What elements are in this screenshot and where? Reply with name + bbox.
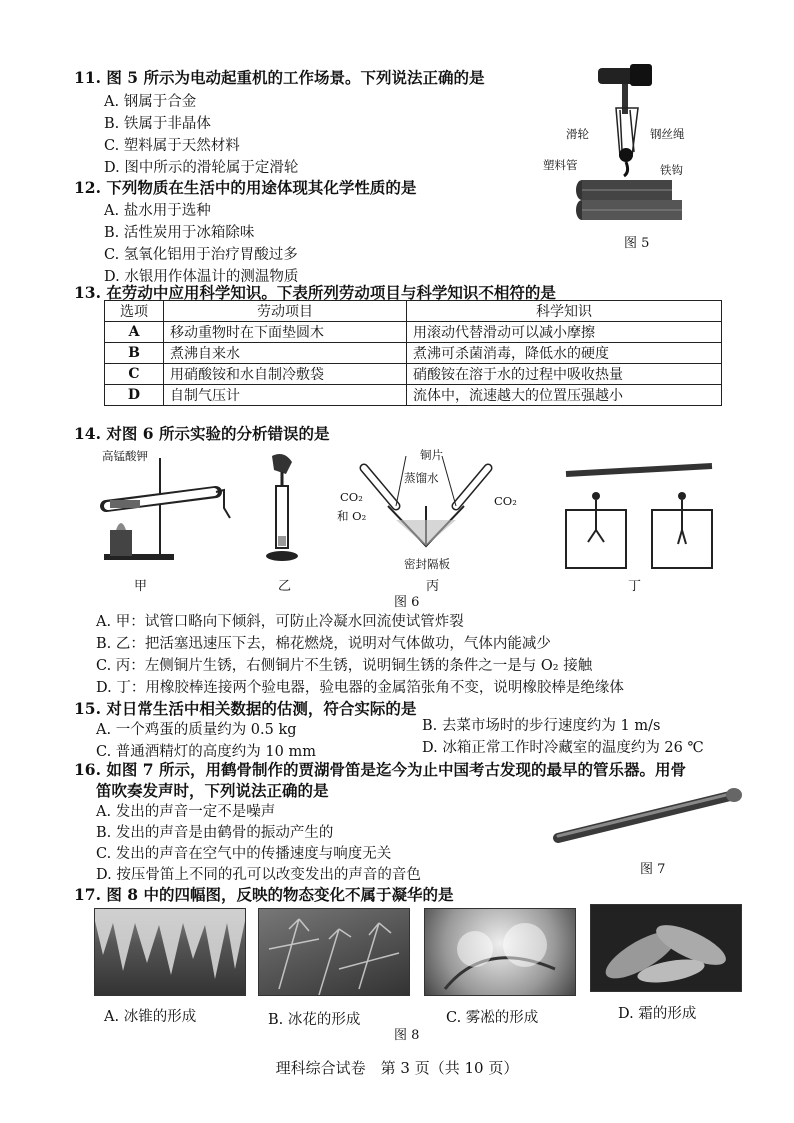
q17-option-b: B. 冰花的形成: [268, 1012, 361, 1028]
table-cell: 煮沸可杀菌消毒，降低水的硬度: [407, 343, 722, 364]
label-iron-hook: 铁钩: [660, 163, 683, 177]
q16-option-a: A. 发出的声音一定不是噪声: [96, 804, 276, 820]
photo-rime: [424, 908, 576, 996]
q14-option-d: D. 丁：用橡胶棒连接两个验电器，验电器的金属箔张角不变，说明橡胶棒是绝缘体: [96, 680, 624, 696]
label-sealed-partition: 密封隔板: [404, 557, 450, 571]
q16-option-d: D. 按压骨笛上不同的孔可以改变发出的声音的音色: [96, 867, 421, 883]
table-row: [105, 343, 722, 364]
table-header-row: [105, 301, 722, 322]
table-cell: D: [105, 385, 164, 406]
figure-6-caption: 图 6: [394, 595, 420, 610]
table-cell: 移动重物时在下面垫圆木: [164, 322, 407, 343]
label-co2-right: CO₂: [494, 494, 517, 508]
q12-option-d: D. 水银用作体温计的测温物质: [104, 269, 299, 285]
q14-option-b: B. 乙：把活塞迅速压下去，棉花燃烧，说明对气体做功，气体内能减少: [96, 636, 551, 652]
label-distilled-water: 蒸馏水: [404, 471, 439, 485]
label-potassium-permanganate: 高锰酸钾: [102, 449, 148, 463]
label-pulley: 滑轮: [566, 127, 589, 141]
table-cell: A: [105, 322, 164, 343]
q13-table: [104, 300, 722, 406]
header-project: 劳动项目: [164, 301, 407, 322]
page-footer: 理科综合试卷 第 3 页（共 10 页）: [275, 1059, 519, 1077]
q15-option-c: C. 普通酒精灯的高度约为 10 mm: [96, 744, 316, 760]
photo-ice-flowers: [258, 908, 410, 996]
q15-stem: 15. 对日常生活中相关数据的估测，符合实际的是: [74, 699, 417, 718]
q15-option-a: A. 一个鸡蛋的质量约为 0.5 kg: [96, 722, 297, 738]
label-and-o2: 和 O₂: [337, 509, 367, 523]
table-cell: 用滚动代替滑动可以减小摩擦: [407, 322, 722, 343]
sublabel-bing: 丙: [426, 579, 440, 594]
q14-option-c: C. 丙：左侧铜片生锈，右侧铜片不生锈，说明铜生锈的条件之一是与 O₂ 接触: [96, 658, 593, 674]
q11-option-c: C. 塑料属于天然材料: [104, 138, 240, 154]
q17-stem: 17. 图 8 中的四幅图，反映的物态变化不属于凝华的是: [74, 885, 454, 904]
q11-stem: 11. 图 5 所示为电动起重机的工作场景。下列说法正确的是: [74, 68, 485, 87]
crane-figure: [560, 60, 700, 250]
q15-option-d: D. 冰箱正常工作时冷藏室的温度约为 26 ℃: [422, 740, 704, 756]
table-row: [105, 364, 722, 385]
bone-flute-image: [550, 786, 750, 846]
sublabel-ding: 丁: [628, 579, 642, 594]
q17-option-d: D. 霜的形成: [618, 1006, 697, 1022]
photo-icicles: [94, 908, 246, 996]
q11-option-a: A. 钢属于合金: [104, 94, 197, 110]
q11-option-b: B. 铁属于非晶体: [104, 116, 211, 132]
label-copper-sheet: 铜片: [420, 448, 443, 462]
sublabel-jia: 甲: [134, 579, 148, 594]
table-row: [105, 322, 722, 343]
q17-option-a: A. 冰锥的形成: [104, 1009, 197, 1025]
table-cell: 煮沸自来水: [164, 343, 407, 364]
label-steel-rope: 钢丝绳: [650, 127, 685, 141]
q17-option-c: C. 雾凇的形成: [446, 1010, 539, 1026]
q12-option-c: C. 氢氧化铝用于治疗胃酸过多: [104, 247, 298, 263]
q15-option-b: B. 去菜市场时的步行速度约为 1 m/s: [422, 718, 661, 734]
q12-option-b: B. 活性炭用于冰箱除味: [104, 225, 255, 241]
q16-option-b: B. 发出的声音是由鹤骨的振动产生的: [96, 825, 334, 841]
q16-option-c: C. 发出的声音在空气中的传播速度与响度无关: [96, 846, 392, 862]
q12-option-a: A. 盐水用于选种: [104, 203, 211, 219]
table-cell: B: [105, 343, 164, 364]
table-cell: 硝酸铵在溶于水的过程中吸收热量: [407, 364, 722, 385]
q16-stem-line-2: 笛吹奏发声时，下列说法正确的是: [96, 781, 329, 800]
q14-stem: 14. 对图 6 所示实验的分析错误的是: [74, 424, 330, 443]
table-cell: 用硝酸铵和水自制冷敷袋: [164, 364, 407, 385]
table-cell: 自制气压计: [164, 385, 407, 406]
q16-stem-line-1: 16. 如图 7 所示，用鹤骨制作的贾湖骨笛是迄今为止中国考古发现的最早的管乐器。用骨: [74, 760, 686, 779]
photo-frost: [590, 904, 742, 992]
q14-option-a: A. 甲：试管口略向下倾斜，可防止冷凝水回流使试管炸裂: [96, 614, 464, 630]
table-cell: 流体中，流速越大的位置压强越小: [407, 385, 722, 406]
header-option: 选项: [105, 301, 164, 322]
figure-8-caption: 图 8: [394, 1028, 420, 1043]
q12-stem: 12. 下列物质在生活中的用途体现其化学性质的是: [74, 178, 417, 197]
header-knowledge: 科学知识: [407, 301, 722, 322]
figure-7-caption: 图 7: [640, 862, 666, 877]
q13-stem: 13. 在劳动中应用科学知识。下表所列劳动项目与科学知识不相符的是: [74, 283, 556, 302]
q11-option-d: D. 图中所示的滑轮属于定滑轮: [104, 160, 299, 176]
label-co2-left: CO₂: [340, 490, 363, 504]
sublabel-yi: 乙: [278, 579, 292, 594]
table-cell: C: [105, 364, 164, 385]
figure-5-caption: 图 5: [624, 236, 650, 251]
table-row: [105, 385, 722, 406]
label-plastic-pipe: 塑料管: [543, 158, 578, 172]
